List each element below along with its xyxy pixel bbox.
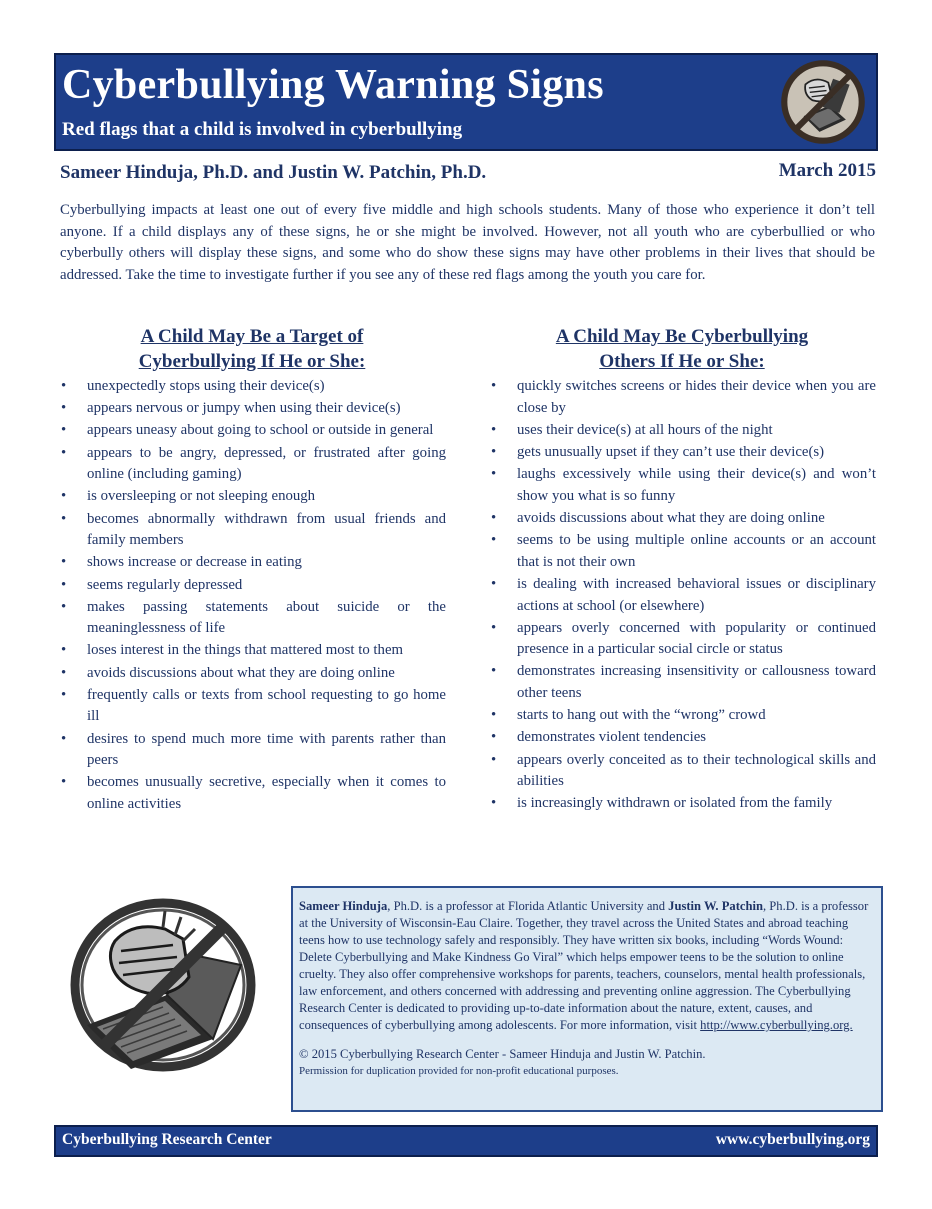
target-heading	[58, 324, 446, 374]
list-item: • laughs excessively while using their device(s) and won’t show you what is so funny	[491, 466, 876, 504]
bullet-icon: •	[491, 466, 497, 483]
bully-list	[488, 376, 876, 815]
bullet-icon: •	[491, 443, 497, 460]
target-heading-line2: Cyberbullying If He or She:	[138, 351, 366, 372]
list-item: • is increasingly withdrawn or isolated from the family	[488, 793, 876, 815]
list-item: • frequently calls or texts from school requesting to go home ill	[61, 686, 446, 725]
bio-paragraph	[299, 898, 875, 1034]
list-item: • avoids discussions about what they are doing online	[488, 508, 876, 530]
website-link[interactable]: http://www.cyberbullying.org.	[700, 1018, 853, 1032]
bullet-icon: •	[61, 444, 67, 461]
bullet-icon: •	[61, 510, 67, 527]
bullet-icon: •	[61, 730, 67, 747]
list-item: • demonstrates increasing insensitivity or callousness toward other teens	[491, 663, 876, 702]
list-item: • is dealing with increased behavioral issues or disciplinary actions at school (or elsewhere)	[491, 575, 876, 614]
list-item: • avoids discussions about what they are doing online	[58, 663, 446, 685]
bio-name-hinduja: Sameer Hinduja	[299, 899, 388, 913]
bullet-icon: •	[61, 378, 67, 394]
list-item: • appears uneasy about going to school or outside in general	[58, 420, 446, 442]
list-item: • uses their device(s) at all hours of the night	[488, 420, 876, 442]
bully-column	[488, 324, 876, 816]
footer-website[interactable]: www.cyberbullying.org	[715, 1131, 870, 1148]
list-item: • shows increase or decrease in eating	[58, 552, 446, 574]
list-item: • loses interest in the things that mattered most to them	[58, 640, 446, 662]
page-subtitle: Red flags that a child is involved in cyberbullying	[62, 119, 463, 140]
footer-org-name: Cyberbullying Research Center	[62, 1131, 272, 1148]
bullet-icon: •	[61, 488, 67, 505]
list-item: • starts to hang out with the “wrong” crowd	[488, 705, 876, 727]
bullet-icon: •	[61, 642, 67, 659]
bullet-icon: •	[491, 421, 497, 438]
list-item: • becomes unusually secretive, especially when it comes to online activities	[61, 774, 446, 812]
target-heading-line1: A Child May Be a Target of	[140, 326, 364, 347]
bully-heading	[488, 324, 876, 374]
target-list	[58, 376, 446, 816]
authors-line: Sameer Hinduja, Ph.D. and Justin W. Patchin, Ph.D.	[60, 162, 487, 183]
footer-banner	[54, 1125, 878, 1157]
bullet-icon: •	[491, 575, 497, 592]
page-title: Cyberbullying Warning Signs	[62, 62, 604, 108]
list-item: • quickly switches screens or hides their device when you are close by	[491, 378, 876, 416]
bullet-icon: •	[61, 664, 67, 681]
list-item: • demonstrates violent tendencies	[488, 727, 876, 749]
list-item: • appears overly conceited as to their technological skills and abilities	[491, 751, 876, 790]
bio-text-part1: , Ph.D. is a professor at Florida Atlantic University and	[387, 899, 669, 913]
bullet-icon: •	[491, 663, 497, 680]
list-item: • makes passing statements about suicide or the meaninglessness of life	[61, 598, 446, 637]
list-item: • unexpectedly stops using their device(s)	[58, 376, 446, 398]
bully-heading-line2: Others If He or She:	[599, 351, 765, 372]
list-item: • appears overly concerned with popularity or continued presence in a particular social circle or status	[491, 619, 876, 658]
target-column	[58, 324, 446, 816]
no-cyberbullying-logo-icon	[776, 58, 870, 146]
copyright-line: © 2015 Cyberbullying Research Center - Sameer Hinduja and Justin W. Patchin.	[299, 1047, 706, 1061]
bullet-icon: •	[61, 422, 67, 439]
bullet-icon: •	[491, 729, 497, 746]
author-bio-box	[291, 886, 883, 1112]
bullet-icon: •	[491, 707, 497, 724]
bully-heading-line1: A Child May Be Cyberbullying	[555, 326, 809, 347]
publish-date: March 2015	[778, 160, 876, 181]
bullet-icon: •	[61, 400, 67, 417]
bullet-icon: •	[491, 795, 497, 812]
bio-name-patchin: Justin W. Patchin	[668, 899, 763, 913]
bio-text-part2: , Ph.D. is a professor at the University of Wisconsin-Eau Claire. Together, they travel across the United States and abroad teaching teens how to use technology safely and responsibly. They have written six books, including “Words Wound: Delete Cyberbullying and Make Kindness Go Viral” which helps empower teens to be the solution to online cruelty. They also offer comprehensive workshops for parents, teachers, counselors, mental health professionals, law enforcement, and others concerned with addressing and preventing online aggression. The Cyberbullying Research Center is dedicated to providing up-to-date information about the nature, extent, causes, and consequences of cyberbullying among adolescents. For more information, visit	[299, 899, 869, 1032]
no-cyberbullying-large-logo-icon	[63, 893, 263, 1077]
permission-line: Permission for duplication provided for non-profit educational purposes.	[299, 1065, 619, 1077]
bullet-icon: •	[61, 554, 67, 571]
list-item: • appears nervous or jumpy when using their device(s)	[58, 398, 446, 420]
bullet-icon: •	[491, 532, 497, 549]
bullet-icon: •	[61, 576, 67, 593]
bullet-icon: •	[491, 751, 497, 768]
bullet-icon: •	[61, 774, 67, 791]
list-item: • gets unusually upset if they can’t use their device(s)	[488, 442, 876, 464]
list-item: • appears to be angry, depressed, or frustrated after going online (including gaming)	[61, 444, 446, 483]
list-item: • is oversleeping or not sleeping enough	[58, 486, 446, 508]
list-item: • seems to be using multiple online accounts or an account that is not their own	[491, 532, 876, 570]
list-item: • becomes abnormally withdrawn from usual friends and family members	[61, 510, 446, 549]
bullet-icon: •	[491, 509, 497, 526]
bullet-icon: •	[491, 378, 497, 394]
intro-paragraph: Cyberbullying impacts at least one out of every five middle and high schools students. Many of those who experience it don’t tell anyone. If a child displays any of these signs, he or she might be involved. However, not all youth who are cyberbullied or who cyberbully others will display these signs, and some who do show these signs may have other problems in their lives that should be addressed. Take the time to investigate further if you see any of these red flags among the youth you care for.	[60, 202, 875, 283]
bullet-icon: •	[61, 598, 67, 615]
list-item: • seems regularly depressed	[58, 575, 446, 597]
list-item: • desires to spend much more time with parents rather than peers	[61, 730, 446, 769]
bullet-icon: •	[61, 686, 67, 703]
bullet-icon: •	[491, 619, 497, 636]
header-banner	[54, 53, 878, 151]
